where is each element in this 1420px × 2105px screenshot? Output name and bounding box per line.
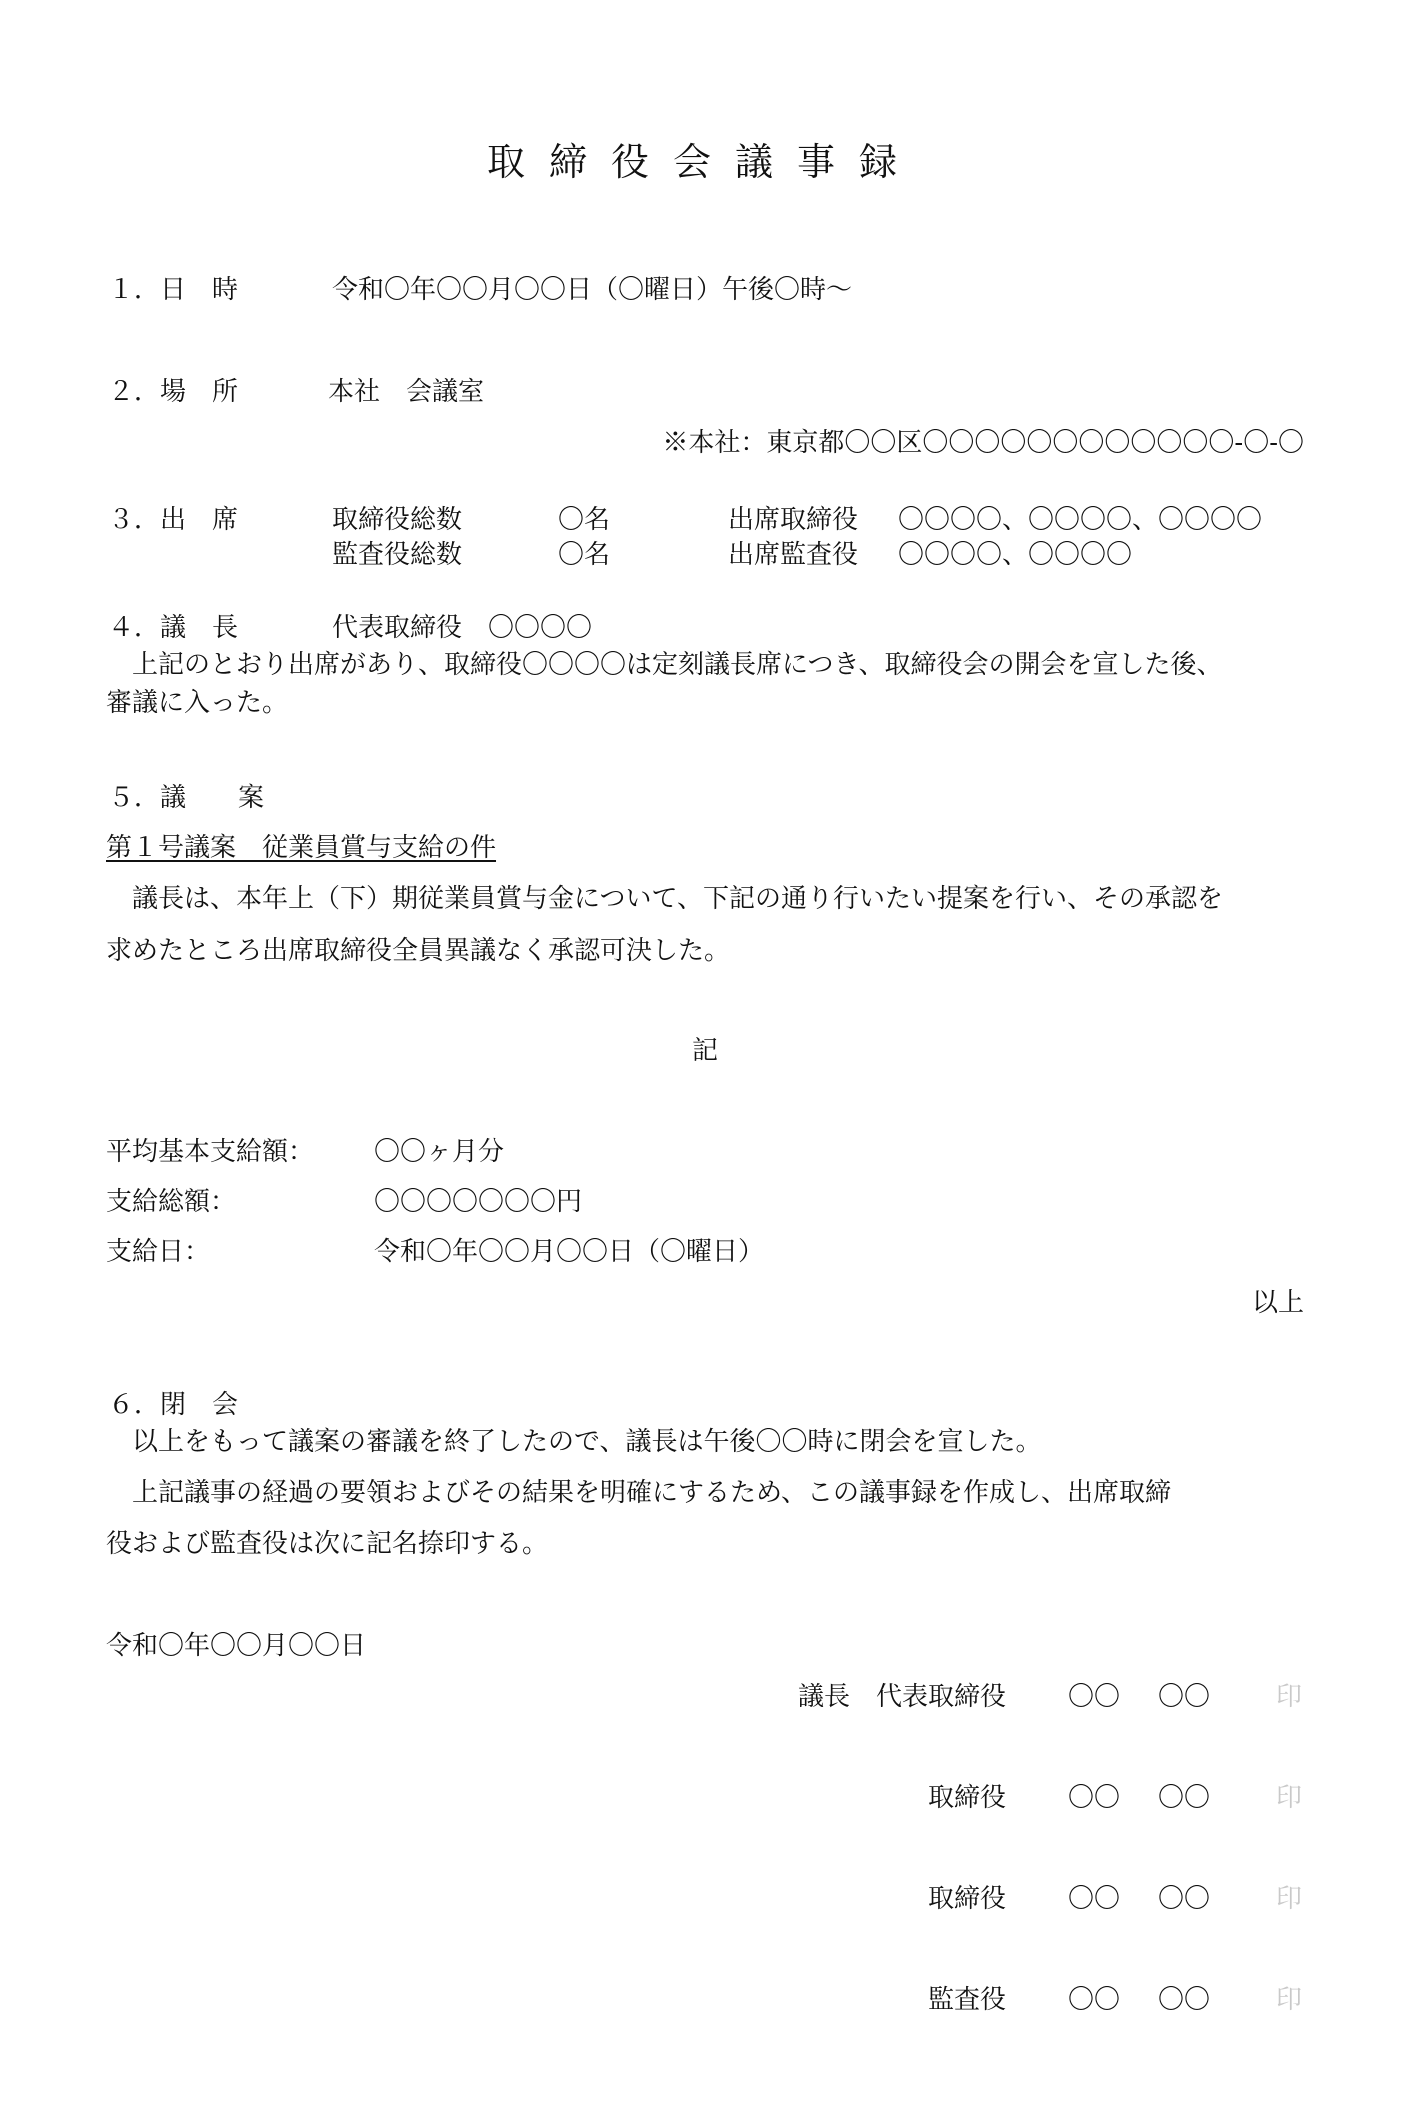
section-4-paragraph-line1: 上記のとおり出席があり、取締役〇〇〇〇は定刻議長席につき、取締役会の開会を宣した後、 — [132, 650, 1223, 680]
signature-role: 取締役 — [927, 1884, 1006, 1914]
ki-heading: 記 — [692, 1036, 719, 1066]
attending-directors-names: 〇〇〇〇、〇〇〇〇、〇〇〇〇 — [898, 505, 1263, 535]
signature-name-1: 〇〇 — [1068, 1884, 1121, 1914]
signature-name-1: 〇〇 — [1068, 1985, 1121, 2015]
section-4-value: 代表取締役 〇〇〇〇 — [332, 613, 593, 643]
attending-auditors-names: 〇〇〇〇、〇〇〇〇 — [898, 540, 1133, 570]
section-6-paragraph-1: 以上をもって議案の審議を終了したので、議長は午後〇〇時に閉会を宣した。 — [132, 1427, 1042, 1457]
total-payment-label: 支給総額： — [106, 1187, 237, 1217]
signature-name-2: 〇〇 — [1158, 1783, 1211, 1813]
directors-total-count: 〇名 — [558, 505, 611, 535]
signature-name-2: 〇〇 — [1158, 1985, 1211, 2015]
section-5-paragraph-line2: 求めたところ出席取締役全員異議なく承認可決した。 — [106, 936, 731, 966]
signature-name-2: 〇〇 — [1158, 1884, 1211, 1914]
directors-total-label: 取締役総数 — [332, 505, 463, 535]
section-5-paragraph-line1: 議長は、本年上（下）期従業員賞与金について、下記の通り行いたい提案を行い、その承認を — [132, 884, 1223, 914]
signature-role: 監査役 — [927, 1985, 1006, 2015]
section-1-label: １．日 時 — [108, 275, 239, 305]
signature-name-1: 〇〇 — [1068, 1682, 1121, 1712]
payment-date-label: 支給日： — [106, 1237, 211, 1267]
signature-role: 議長 代表取締役 — [797, 1682, 1006, 1712]
section-2-label: ２．場 所 — [108, 377, 239, 407]
section-3-label: ３．出 席 — [108, 505, 239, 535]
section-6-paragraph-2-line1: 上記議事の経過の要領およびその結果を明確にするため、この議事録を作成し、出席取締 — [132, 1478, 1171, 1508]
document-date: 令和〇年〇〇月〇〇日 — [106, 1631, 367, 1661]
seal-mark: 印 — [1276, 1783, 1303, 1813]
attending-auditors-label: 出席監査役 — [728, 540, 859, 570]
seal-mark: 印 — [1276, 1884, 1303, 1914]
section-4-label: ４．議 長 — [108, 613, 239, 643]
section-5-label: ５．議 案 — [108, 783, 265, 813]
section-6-label: ６．閉 会 — [108, 1390, 239, 1420]
payment-date-value: 令和〇年〇〇月〇〇日（〇曜日） — [374, 1237, 765, 1267]
signature-name-1: 〇〇 — [1068, 1783, 1121, 1813]
signature-name-2: 〇〇 — [1158, 1682, 1211, 1712]
proposal-title: 第１号議案 従業員賞与支給の件 — [106, 833, 497, 863]
attending-directors-label: 出席取締役 — [728, 505, 859, 535]
section-2-address: ※本社：東京都〇〇区〇〇〇〇〇〇〇〇〇〇〇〇-〇-〇 — [662, 428, 1304, 458]
average-payment-value: 〇〇ヶ月分 — [374, 1137, 505, 1167]
auditors-total-label: 監査役総数 — [332, 540, 463, 570]
section-6-paragraph-2-line2: 役および監査役は次に記名捺印する。 — [106, 1529, 549, 1559]
seal-mark: 印 — [1276, 1682, 1303, 1712]
document-title: 取締役会議事録 — [487, 140, 922, 184]
section-4-paragraph-line2: 審議に入った。 — [106, 688, 289, 718]
average-payment-label: 平均基本支給額： — [106, 1137, 315, 1167]
total-payment-value: 〇〇〇〇〇〇〇円 — [374, 1187, 583, 1217]
seal-mark: 印 — [1276, 1985, 1303, 2015]
auditors-total-count: 〇名 — [558, 540, 611, 570]
ijo-closing: 以上 — [1251, 1288, 1304, 1318]
section-2-value: 本社 会議室 — [328, 377, 485, 407]
signature-role: 取締役 — [927, 1783, 1006, 1813]
section-1-value: 令和〇年〇〇月〇〇日（〇曜日）午後〇時～ — [332, 275, 853, 305]
